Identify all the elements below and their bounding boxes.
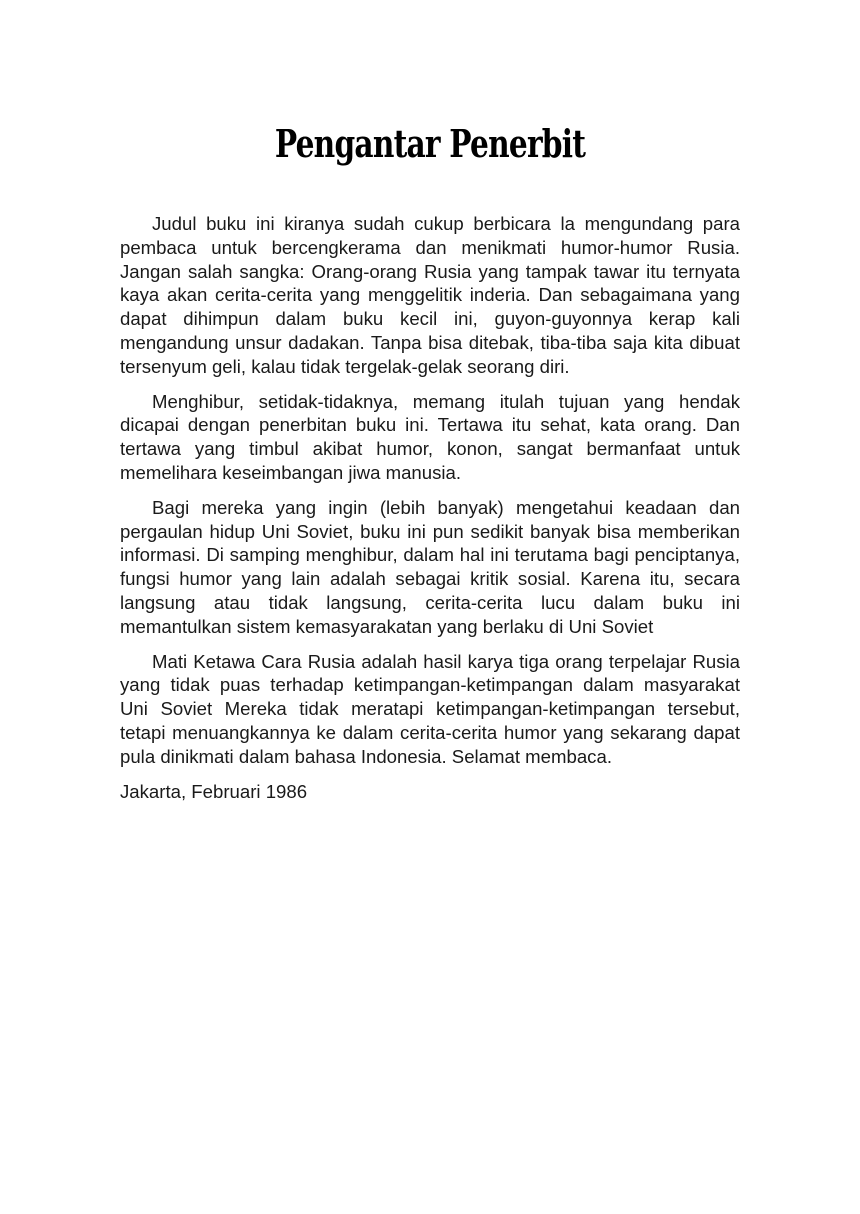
paragraph-4: Mati Ketawa Cara Rusia adalah hasil karya tiga orang terpelajar Rusia yang tidak puas terhadap ketimpangan-ketimpangan dalam masyarakat Uni Soviet Mereka tidak meratapi ketimpangan-ketimpangan tersebut, tetapi menuangkannya ke dalam cerita-cerita humor yang sekarang dapat pula dinikmati dalam bahasa Indonesia. Selamat membaca. [120, 650, 740, 767]
signature-place-date: Jakarta, Februari 1986 [120, 780, 308, 802]
paragraph-3: Bagi mereka yang ingin (lebih banyak) mengetahui keadaan dan pergaulan hidup Uni Soviet, buku ini pun sedikit banyak bisa memberikan informasi. Di samping menghibur, dalam hal ini terutama bagi penciptanya, fungsi humor yang lain adalah sebagai kritik sosial. Karena itu, secara langsung atau tidak langsung, cerita-cerita lucu dalam buku ini memantulkan sistem kemasyarakatan yang berlaku di Uni Soviet [120, 496, 740, 637]
paragraph-2: Menghibur, setidak-tidaknya, memang itulah tujuan yang hendak dicapai dengan penerbitan buku ini. Tertawa itu sehat, kata orang. Dan tertawa yang timbul akibat humor, konon, sangat bermanfaat untuk memelihara keseimbangan jiwa manusia. [120, 390, 740, 483]
page-title: Pengantar Penerbit [274, 121, 586, 166]
body-text [120, 212, 740, 803]
paragraph-1: Judul buku ini kiranya sudah cukup berbicara la mengundang para pembaca untuk bercengkerama dan menikmati humor-humor Rusia. Jangan salah sangka: Orang-orang Rusia yang tampak tawar itu ternyata kaya akan cerita-cerita yang menggelitik inderia. Dan sebagaimana yang dapat dihimpun dalam buku kecil ini, guyon-guyonnya kerap kali mengandung unsur dadakan. Tanpa bisa ditebak, tiba-tiba saja kita dibuat tersenyum geli, kalau tidak tergelak-gelak seorang diri. [120, 213, 740, 377]
